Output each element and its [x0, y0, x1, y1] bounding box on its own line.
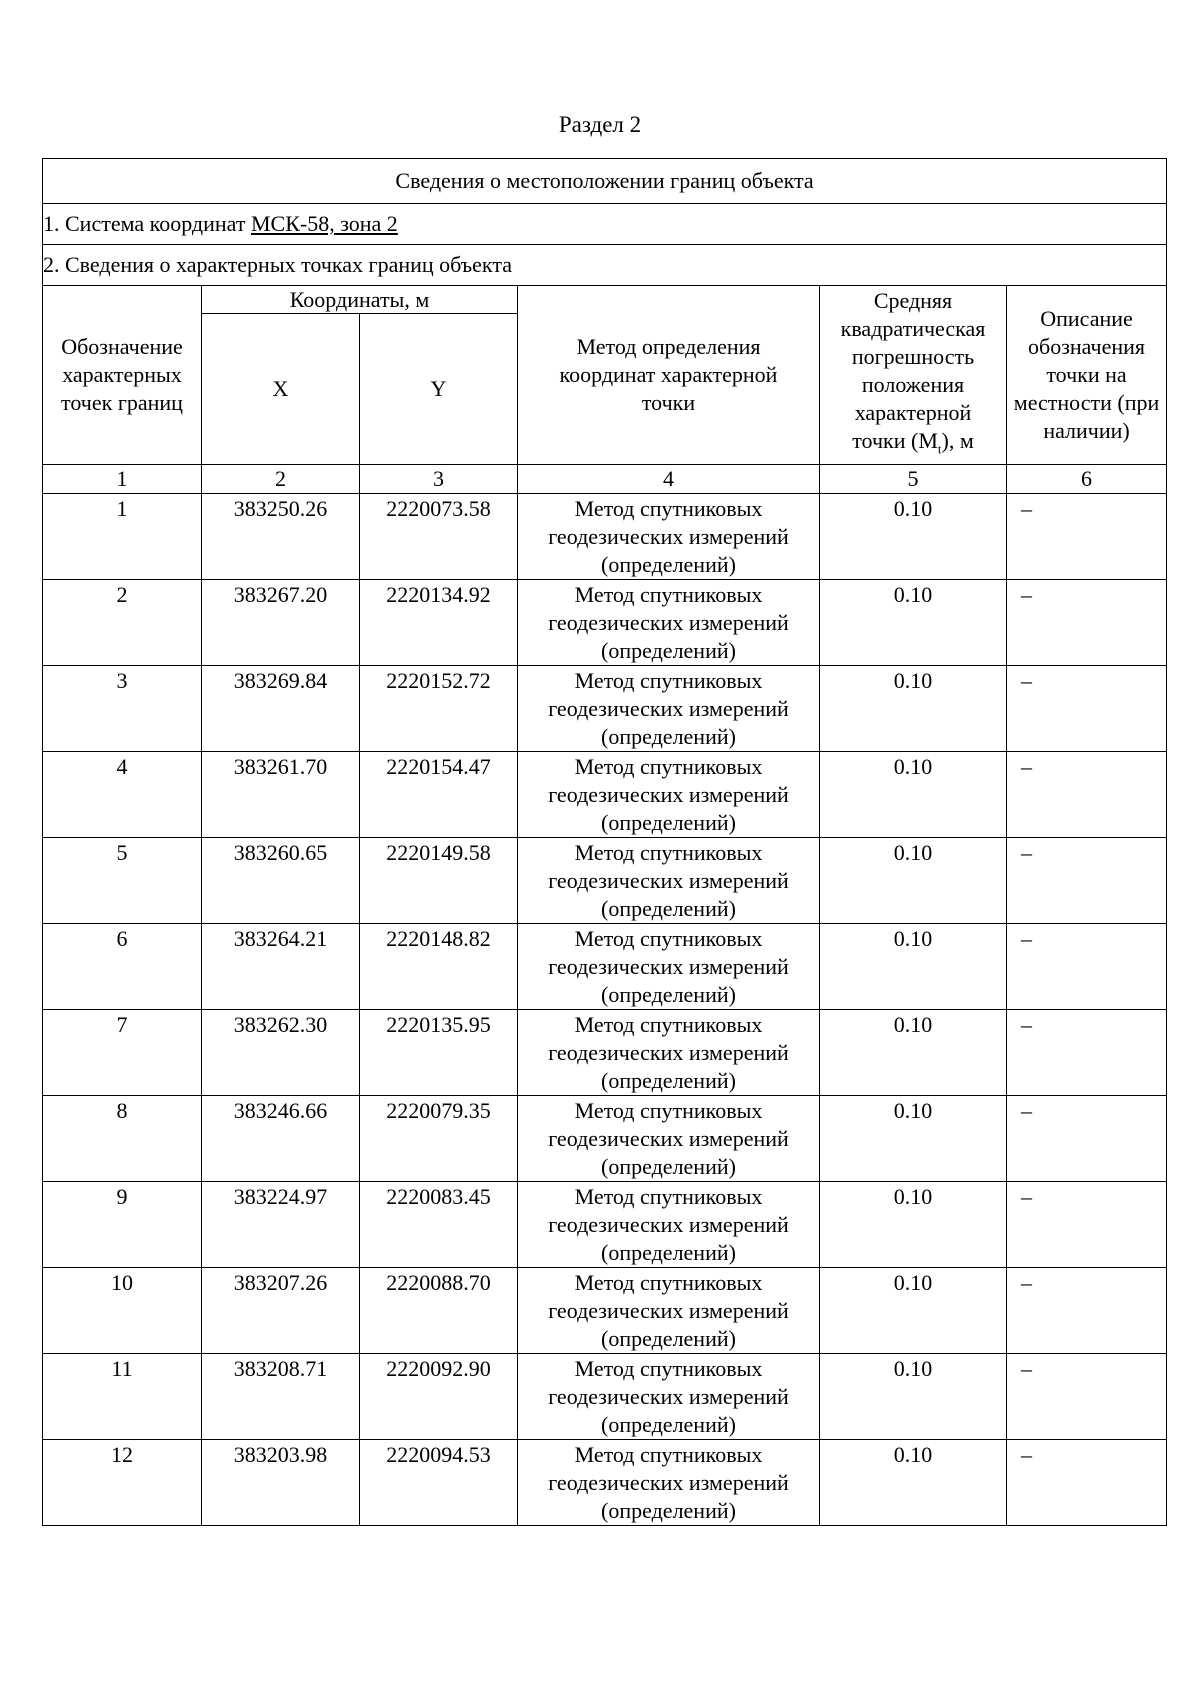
y-coordinate-cell: 2220094.53 — [360, 1440, 518, 1526]
x-coordinate-cell: 383250.26 — [202, 494, 360, 580]
error-cell: 0.10 — [820, 666, 1007, 752]
y-coordinate-cell: 2220083.45 — [360, 1182, 518, 1268]
column-number: 5 — [820, 465, 1007, 494]
x-coordinate-cell: 383261.70 — [202, 752, 360, 838]
error-cell: 0.10 — [820, 1182, 1007, 1268]
method-cell: Метод спутниковых геодезических измерений (определений) — [518, 838, 820, 924]
description-cell: – — [1007, 1182, 1167, 1268]
y-coordinate-cell: 2220073.58 — [360, 494, 518, 580]
error-cell: 0.10 — [820, 752, 1007, 838]
table-row — [43, 1010, 1167, 1096]
point-number-cell: 2 — [43, 580, 202, 666]
error-cell: 0.10 — [820, 1096, 1007, 1182]
error-cell: 0.10 — [820, 1010, 1007, 1096]
error-cell: 0.10 — [820, 838, 1007, 924]
point-number-cell: 7 — [43, 1010, 202, 1096]
point-number-cell: 3 — [43, 666, 202, 752]
table-row — [43, 1440, 1167, 1526]
description-cell: – — [1007, 666, 1167, 752]
y-coordinate-cell: 2220152.72 — [360, 666, 518, 752]
description-cell: – — [1007, 580, 1167, 666]
error-cell: 0.10 — [820, 924, 1007, 1010]
y-coordinate-cell: 2220088.70 — [360, 1268, 518, 1354]
x-coordinate-cell: 383269.84 — [202, 666, 360, 752]
x-coordinate-cell: 383264.21 — [202, 924, 360, 1010]
header-description: Описание обозначения точки на местности (при наличии) — [1007, 286, 1167, 465]
point-number-cell: 10 — [43, 1268, 202, 1354]
point-number-cell: 6 — [43, 924, 202, 1010]
y-coordinate-cell: 2220135.95 — [360, 1010, 518, 1096]
point-number-cell: 9 — [43, 1182, 202, 1268]
point-number-cell: 1 — [43, 494, 202, 580]
x-coordinate-cell: 383262.30 — [202, 1010, 360, 1096]
column-number: 2 — [202, 465, 360, 494]
method-cell: Метод спутниковых геодезических измерений (определений) — [518, 1354, 820, 1440]
error-cell: 0.10 — [820, 494, 1007, 580]
table-row — [43, 924, 1167, 1010]
header-error-text: Средняя квадратическая погрешность положения характерной точки (M — [840, 287, 986, 453]
method-cell: Метод спутниковых геодезических измерений (определений) — [518, 752, 820, 838]
table-row — [43, 1096, 1167, 1182]
description-cell: – — [1007, 752, 1167, 838]
method-cell: Метод спутниковых геодезических измерений (определений) — [518, 580, 820, 666]
table-row — [43, 1354, 1167, 1440]
description-cell: – — [1007, 494, 1167, 580]
method-cell: Метод спутниковых геодезических измерений (определений) — [518, 924, 820, 1010]
table-row — [43, 752, 1167, 838]
description-cell: – — [1007, 1354, 1167, 1440]
description-cell: – — [1007, 838, 1167, 924]
description-cell: – — [1007, 1440, 1167, 1526]
x-coordinate-cell: 383267.20 — [202, 580, 360, 666]
description-cell: – — [1007, 1010, 1167, 1096]
x-coordinate-cell: 383208.71 — [202, 1354, 360, 1440]
header-designation: Обозначение характерных точек границ — [43, 286, 202, 465]
table-row — [43, 494, 1167, 580]
y-coordinate-cell: 2220092.90 — [360, 1354, 518, 1440]
column-number: 4 — [518, 465, 820, 494]
table-title: Сведения о местоположении границ объекта — [43, 159, 1167, 204]
x-coordinate-cell: 383260.65 — [202, 838, 360, 924]
method-cell: Метод спутниковых геодезических измерений (определений) — [518, 1268, 820, 1354]
point-number-cell: 12 — [43, 1440, 202, 1526]
column-number: 6 — [1007, 465, 1167, 494]
table-row — [43, 838, 1167, 924]
description-cell: – — [1007, 1268, 1167, 1354]
header-x: X — [202, 314, 360, 465]
x-coordinate-cell: 383246.66 — [202, 1096, 360, 1182]
method-cell: Метод спутниковых геодезических измерений (определений) — [518, 666, 820, 752]
coordinate-system — [43, 204, 1167, 245]
column-number: 1 — [43, 465, 202, 494]
header-y: Y — [360, 314, 518, 465]
method-cell: Метод спутниковых геодезических измерений (определений) — [518, 1010, 820, 1096]
description-cell: – — [1007, 1096, 1167, 1182]
y-coordinate-cell: 2220148.82 — [360, 924, 518, 1010]
y-coordinate-cell: 2220149.58 — [360, 838, 518, 924]
error-cell: 0.10 — [820, 1268, 1007, 1354]
point-number-cell: 5 — [43, 838, 202, 924]
table-row — [43, 1182, 1167, 1268]
x-coordinate-cell: 383207.26 — [202, 1268, 360, 1354]
column-number: 3 — [360, 465, 518, 494]
table-row — [43, 1268, 1167, 1354]
point-number-cell: 11 — [43, 1354, 202, 1440]
header-error-unit: ), м — [941, 427, 974, 453]
method-cell: Метод спутниковых геодезических измерений (определений) — [518, 494, 820, 580]
header-coordinates: Координаты, м — [202, 286, 518, 314]
point-number-cell: 8 — [43, 1096, 202, 1182]
method-cell: Метод спутниковых геодезических измерений (определений) — [518, 1440, 820, 1526]
error-cell: 0.10 — [820, 1354, 1007, 1440]
method-cell: Метод спутниковых геодезических измерений (определений) — [518, 1096, 820, 1182]
header-error — [820, 286, 1007, 465]
points-heading: 2. Сведения о характерных точках границ объекта — [43, 245, 1167, 286]
y-coordinate-cell: 2220154.47 — [360, 752, 518, 838]
section-title: Раздел 2 — [558, 112, 642, 137]
method-cell: Метод спутниковых геодезических измерений (определений) — [518, 1182, 820, 1268]
coordinate-system-value: МСК-58, зона 2 — [250, 211, 398, 236]
description-cell: – — [1007, 924, 1167, 1010]
x-coordinate-cell: 383203.98 — [202, 1440, 360, 1526]
table-row — [43, 580, 1167, 666]
coordinate-system-label: 1. Система координат — [43, 211, 246, 236]
header-method: Метод определения координат характерной точки — [518, 286, 820, 465]
y-coordinate-cell: 2220079.35 — [360, 1096, 518, 1182]
y-coordinate-cell: 2220134.92 — [360, 580, 518, 666]
boundary-points-table — [42, 158, 1167, 1526]
point-number-cell: 4 — [43, 752, 202, 838]
error-cell: 0.10 — [820, 580, 1007, 666]
x-coordinate-cell: 383224.97 — [202, 1182, 360, 1268]
table-row — [43, 666, 1167, 752]
header-error-subscript: t — [937, 441, 942, 457]
error-cell: 0.10 — [820, 1440, 1007, 1526]
